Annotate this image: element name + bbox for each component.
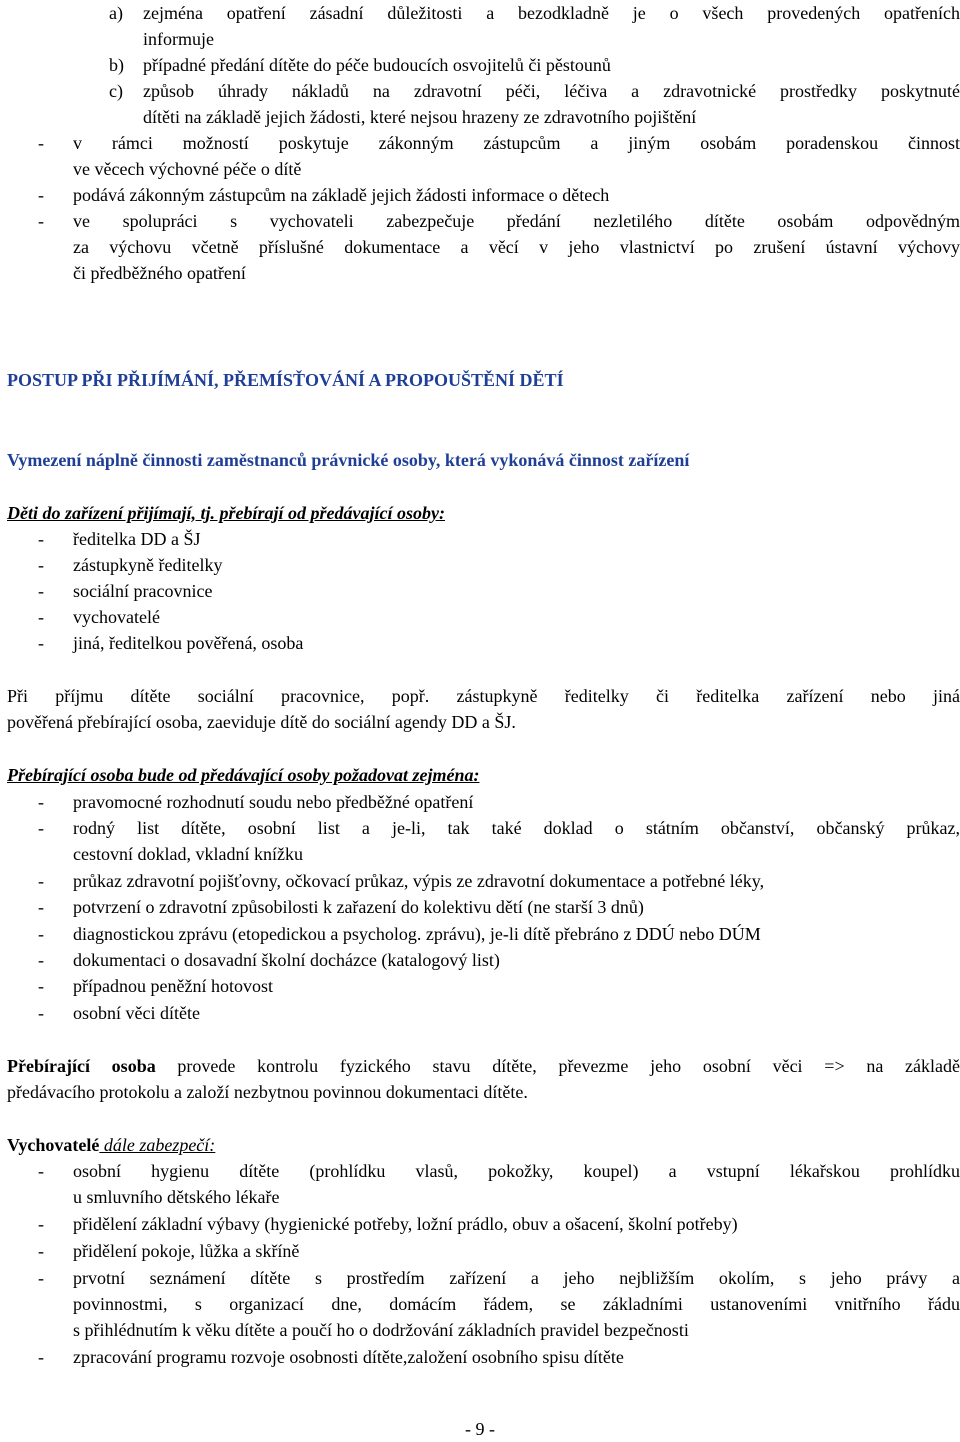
list-marker: a) [109,3,123,23]
list-item: zástupkyně ředitelky [73,555,223,575]
section-heading: POSTUP PŘI PŘIJÍMÁNÍ, PŘEMÍSŤOVÁNÍ A PROPOUŠTĚNÍ DĚTÍ [7,370,564,390]
list-item-line: ve věcech výchovné péče o dítě [73,159,302,179]
dash-bullet: - [38,818,44,838]
dash-bullet: - [38,792,44,812]
dash-bullet: - [38,529,44,549]
receiving-title: Děti do zařízení přijímají, tj. přebírají od předávající osoby: [7,503,445,523]
list-item-line: způsob úhrady nákladů na zdravotní péči, léčiva a zdravotnické prostředky poskytnuté [143,81,960,101]
dash-bullet: - [38,555,44,575]
dash-bullet: - [38,871,44,891]
list-item: jiná, ředitelkou pověřená, osoba [73,633,304,653]
dash-bullet: - [38,633,44,653]
educators-title: Vychovatelé dále zabezpečí: [7,1135,216,1155]
list-item-line: podává zákonným zástupcům na základě jejich žádosti informace o dětech [73,185,610,205]
section-subheading: Vymezení náplně činnosti zaměstnanců právnické osoby, která vykonává činnost zařízení [7,450,690,470]
list-item-line: osobní věci dítěte [73,1003,200,1023]
list-item-line: povinnostmi, s organizací dne, domácím řádem, se základními ustanoveními vnitřního řádu [73,1294,960,1314]
paragraph-line: Přebírající osoba provede kontrolu fyzického stavu dítěte, převezme jeho osobní věci => na základě [7,1056,960,1076]
list-item-line: přidělení pokoje, lůžka a skříně [73,1241,300,1261]
list-item-line: pravomocné rozhodnutí soudu nebo předběžné opatření [73,792,474,812]
dash-bullet: - [38,897,44,917]
list-item-line: v rámci možností poskytuje zákonným zástupcům a jiným osobám poradenskou činnost [73,133,960,153]
list-item: vychovatelé [73,607,160,627]
dash-bullet: - [38,924,44,944]
dash-bullet: - [38,1214,44,1234]
page-number: - 9 - [465,1419,495,1439]
list-item-line: diagnostickou zprávu (etopedickou a psycholog. zprávu), je-li dítě přebráno z DDÚ nebo DÚM [73,924,761,944]
list-item-line: potvrzení o zdravotní způsobilosti k zařazení do kolektivu dětí (ne starší 3 dnů) [73,897,644,917]
list-item-line: za výchovu včetně příslušné dokumentace a věcí v jeho vlastnictví po zrušení ústavní výchovy [73,237,960,257]
dash-bullet: - [38,1347,44,1367]
list-item-line: zpracování programu rozvoje osobnosti dítěte,založení osobního spisu dítěte [73,1347,624,1367]
list-item-line: cestovní doklad, vkladní knížku [73,844,303,864]
dash-bullet: - [38,185,44,205]
dash-bullet: - [38,1161,44,1181]
requirements-title: Přebírající osoba bude od předávající osoby požadovat zejména: [7,765,480,785]
dash-bullet: - [38,1003,44,1023]
list-item-line: dokumentaci o dosavadní školní docházce (katalogový list) [73,950,500,970]
list-marker: c) [109,81,123,101]
list-item-line: rodný list dítěte, osobní list a je-li, tak také doklad o státním občanství, občanský průkaz, [73,818,960,838]
dash-bullet: - [38,1241,44,1261]
list-marker: b) [109,55,124,75]
dash-bullet: - [38,1268,44,1288]
dash-bullet: - [38,211,44,231]
list-item-line: prvotní seznámení dítěte s prostředím zařízení a jeho nejbližším okolím, s jeho právy a [73,1268,960,1288]
dash-bullet: - [38,133,44,153]
list-item-line: případné předání dítěte do péče budoucích osvojitelů či pěstounů [143,55,611,75]
list-item: ředitelka DD a ŠJ [73,529,201,549]
dash-bullet: - [38,607,44,627]
paragraph-line: pověřená přebírající osoba, zaeviduje dítě do sociální agendy DD a ŠJ. [7,712,516,732]
paragraph-line: předávacího protokolu a založí nezbytnou povinnou dokumentaci dítěte. [7,1082,528,1102]
dash-bullet: - [38,581,44,601]
list-item-line: s přihlédnutím k věku dítěte a poučí ho o dodržování základních pravidel bezpečnosti [73,1320,689,1340]
list-item-line: osobní hygienu dítěte (prohlídku vlasů, pokožky, koupel) a vstupní lékařskou prohlídku [73,1161,960,1181]
list-item-line: průkaz zdravotní pojišťovny, očkovací průkaz, výpis ze zdravotní dokumentace a potřebné léky, [73,871,765,891]
list-item-line: přidělení základní výbavy (hygienické potřeby, ložní prádlo, obuv a ošacení, školní potřeby) [73,1214,738,1234]
list-item-line: zejména opatření zásadní důležitosti a bezodkladně je o všech provedených opatřeních [143,3,960,23]
list-item-line: dítěti na základě jejich žádosti, které nejsou hrazeny ze zdravotního pojištění [143,107,697,127]
list-item-line: informuje [143,29,214,49]
list-item-line: či předběžného opatření [73,263,246,283]
list-item: sociální pracovnice [73,581,213,601]
list-item-line: u smluvního dětského lékaře [73,1187,280,1207]
paragraph-line: Při příjmu dítěte sociální pracovnice, popř. zástupkyně ředitelky či ředitelka zařízení nebo jiná [7,686,960,706]
dash-bullet: - [38,976,44,996]
list-item-line: ve spolupráci s vychovateli zabezpečuje předání nezletilého dítěte osobám odpovědným [73,211,960,231]
list-item-line: případnou peněžní hotovost [73,976,273,996]
dash-bullet: - [38,950,44,970]
